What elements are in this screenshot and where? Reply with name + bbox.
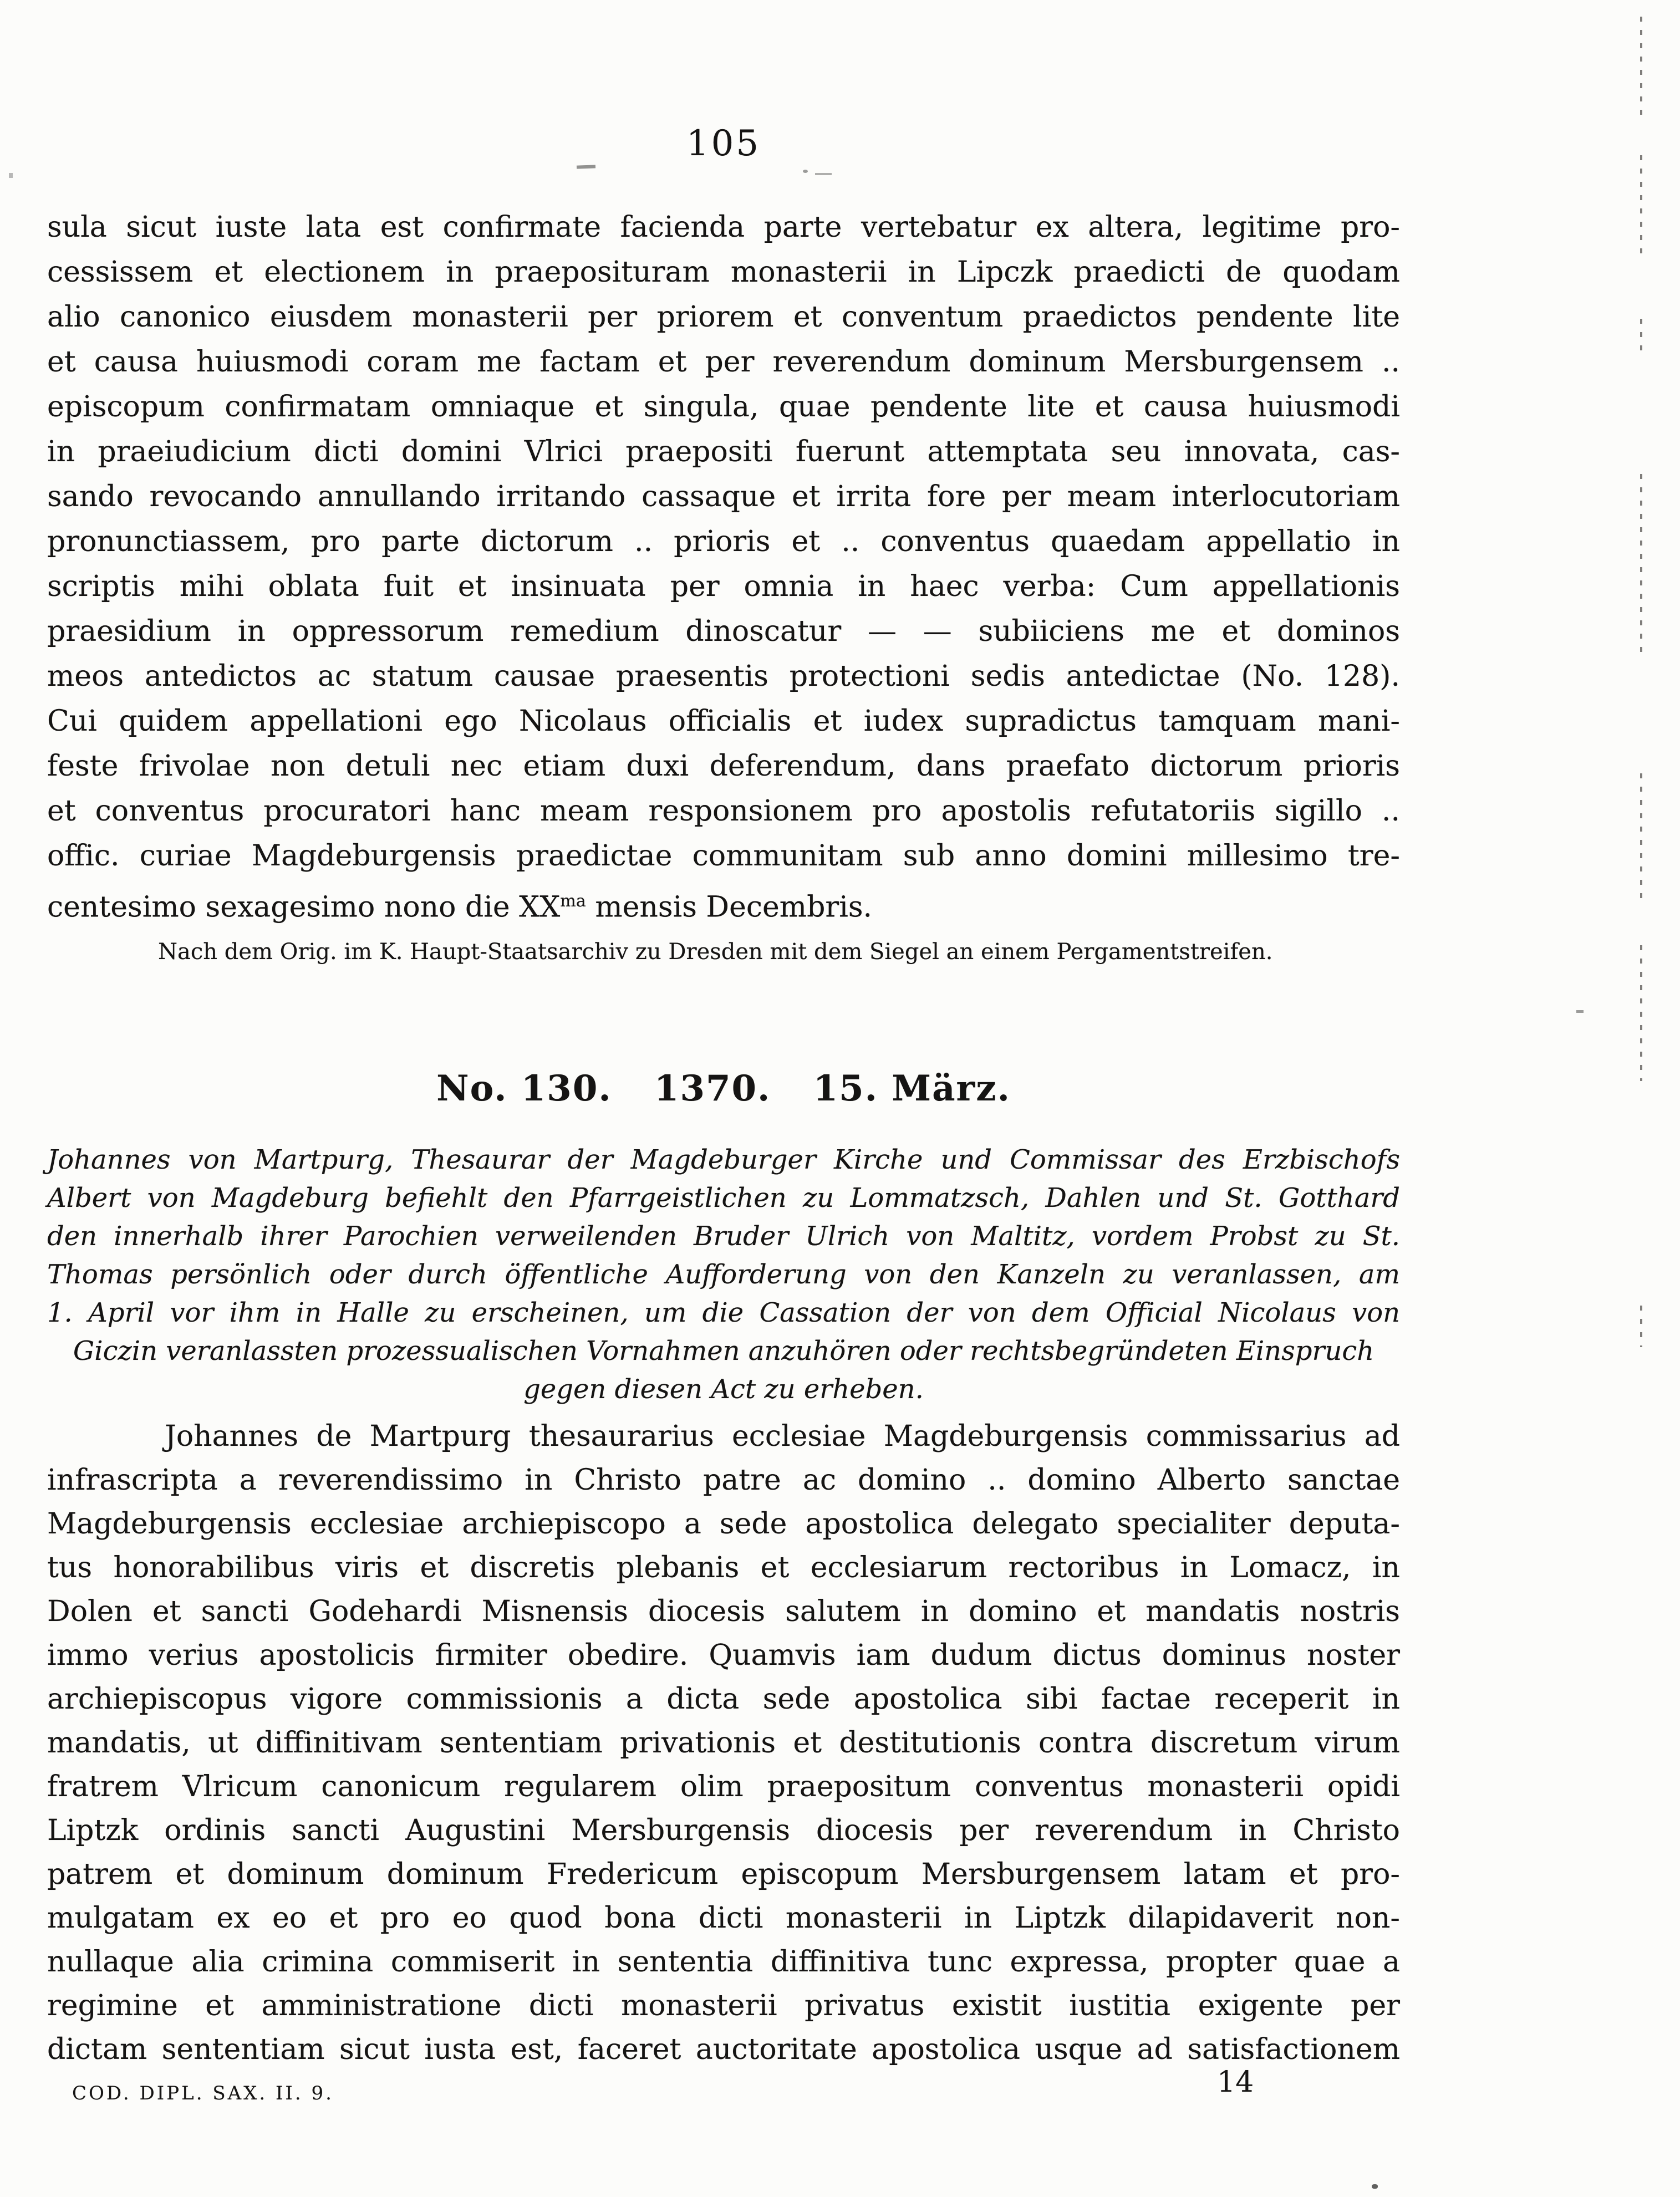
text-line: regimine et amministratione dicti monasterii privatus existit iustitia exigente per [47, 1989, 1400, 2022]
text-line: gegen diesen Act zu erheben. [523, 1374, 924, 1405]
scan-fold-line [1640, 773, 1642, 901]
scan-fold-line [1640, 474, 1642, 657]
text-line: pronunctiassem, pro parte dictorum .. prioris et .. conventus quaedam appellatio in [47, 525, 1400, 558]
text-run: centesimo sexagesimo nono die XX [47, 890, 561, 924]
text-line: infrascripta a reverendissimo in Christo patre ac domino .. domino Alberto sanctae [47, 1464, 1400, 1497]
text-line: Liptzk ordinis sancti Augustini Mersburgensis diocesis per reverendum in Christo [47, 1814, 1400, 1847]
text-line: Johannes von Martpurg, Thesaurar der Magdeburger Kirche und Commissar des Erzbischofs [47, 1144, 1400, 1175]
text-line: offic. curiae Magdeburgensis praedictae communitam sub anno domini millesimo tre- [47, 839, 1400, 873]
text-line: et conventus procuratori hanc meam responsionem pro apostolis refutatoriis sigillo .. [47, 794, 1400, 828]
text-line: Giczin veranlassten prozessualischen Vornahmen anzuhören oder rechtsbegründeten Einspruch [73, 1335, 1374, 1367]
text-line: patrem et dominum dominum Fredericum episcopum Mersburgensem latam et pro- [47, 1858, 1400, 1891]
text-line: in praeiudicium dicti domini Vlrici praepositi fuerunt attemptata seu innovata, cas- [47, 435, 1400, 468]
continuation-paragraph [47, 205, 1400, 930]
text-line: sando revocando annullando irritando cassaque et irrita fore per meam interlocutoriam [47, 480, 1400, 513]
text-line: sula sicut iuste lata est confirmate facienda parte vertebatur ex altera, legitime pro- [47, 211, 1400, 244]
text-line: tus honorabilibus viris et discretis plebanis et ecclesiarum rectoribus in Lomacz, in [47, 1551, 1400, 1584]
text-line: 1. April vor ihm in Halle zu erscheinen, um die Cassation der von dem Official Nicolaus von [47, 1297, 1400, 1328]
text-line: cessissem et electionem in praeposituram monasterii in Lipczk praedicti de quodam [47, 256, 1400, 289]
scan-artifact-speck [1372, 2184, 1378, 2189]
scan-fold-line [1640, 945, 1642, 1081]
text-line: praesidium in oppressorum remedium dinoscatur — — subiiciens me et dominos [47, 615, 1400, 648]
scan-fold-line [1640, 155, 1642, 261]
scan-fold-line [1640, 1306, 1642, 1347]
summary-paragraph [47, 1141, 1400, 1409]
scan-artifact-dot [803, 170, 808, 173]
scan-artifact-dash [577, 165, 595, 169]
footer-sheet-number: 14 [1217, 2066, 1254, 2099]
text-line: Johannes de Martpurg thesaurarius ecclesiae Magdeburgensis commissarius ad [165, 1420, 1400, 1453]
text-line: immo verius apostolicis firmiter obedire. Quamvis iam dudum dictus dominus noster [47, 1639, 1400, 1672]
text-line: Dolen et sancti Godehardi Misnensis diocesis salutem in domino et mandatis nostris [47, 1595, 1400, 1628]
footer-series-title: COD. DIPL. SAX. II. 9. [72, 2082, 334, 2104]
scan-fold-line [1640, 17, 1642, 116]
text-line: dictam sententiam sicut iusta est, faceret auctoritate apostolica usque ad satisfactionem [47, 2033, 1400, 2066]
text-line: fratrem Vlricum canonicum regularem olim praepositum conventus monasterii opidi [47, 1770, 1400, 1803]
text-line: Thomas persönlich oder durch öffentliche Aufforderung von den Kanzeln zu veranlassen, am [47, 1259, 1400, 1290]
entry-number: No. 130. [436, 1068, 612, 1109]
text-line: den innerhalb ihrer Parochien verweilenden Bruder Ulrich von Maltitz, vordem Probst zu St. [47, 1221, 1400, 1252]
source-note: Nach dem Orig. im K. Haupt-Staatsarchiv zu Dresden mit dem Siegel an einem Pergamentstreifen. [158, 939, 1273, 965]
page-number: 105 [686, 123, 761, 164]
scan-artifact-dot [815, 173, 832, 175]
text-line: et causa huiusmodi coram me factam et per reverendum dominum Mersburgensem .. [47, 345, 1400, 379]
text-line: Cui quidem appellationi ego Nicolaus officialis et iudex supradictus tamquam mani- [47, 705, 1400, 738]
entry-year: 1370. [654, 1068, 771, 1109]
text-run: mensis Decembris. [586, 890, 873, 924]
entry-date: 15. März. [813, 1068, 1011, 1109]
text-line: alio canonico eiusdem monasterii per priorem et conventum praedictos pendente lite [47, 300, 1400, 334]
text-line [47, 879, 1400, 930]
text-line: feste frivolae non detuli nec etiam duxi deferendum, dans praefato dictorum prioris [47, 750, 1400, 783]
text-line: mulgatam ex eo et pro eo quod bona dicti monasterii in Liptzk dilapidaverit non- [47, 1902, 1400, 1935]
scan-artifact-speck [9, 173, 13, 178]
text-line: scriptis mihi oblata fuit et insinuata per omnia in haec verba: Cum appellationis [47, 570, 1400, 603]
entry-heading [47, 1068, 1400, 1109]
text-line: archiepiscopus vigore commissionis a dicta sede apostolica sibi factae receperit in [47, 1683, 1400, 1716]
scan-fold-line [1640, 319, 1642, 355]
superscript: ma [560, 891, 586, 911]
scan-artifact-speck [1576, 1010, 1584, 1013]
text-line: meos antedictos ac statum causae praesentis protectioni sedis antedictae (No. 128). [47, 660, 1400, 693]
text-line: nullaque alia crimina commiserit in sententia diffinitiva tunc expressa, propter quae a [47, 1945, 1400, 1979]
text-line: Albert von Magdeburg befiehlt den Pfarrgeistlichen zu Lommatzsch, Dahlen und St. Gotthard [47, 1182, 1400, 1214]
text-line: mandatis, ut diffinitivam sententiam privationis et destitutionis contra discretum virum [47, 1726, 1400, 1760]
text-line: Magdeburgensis ecclesiae archiepiscopo a sede apostolica delegato specialiter deputa- [47, 1507, 1400, 1541]
text-line: episcopum confirmatam omniaque et singula, quae pendente lite et causa huiusmodi [47, 390, 1400, 424]
body-paragraph [47, 1415, 1400, 2072]
